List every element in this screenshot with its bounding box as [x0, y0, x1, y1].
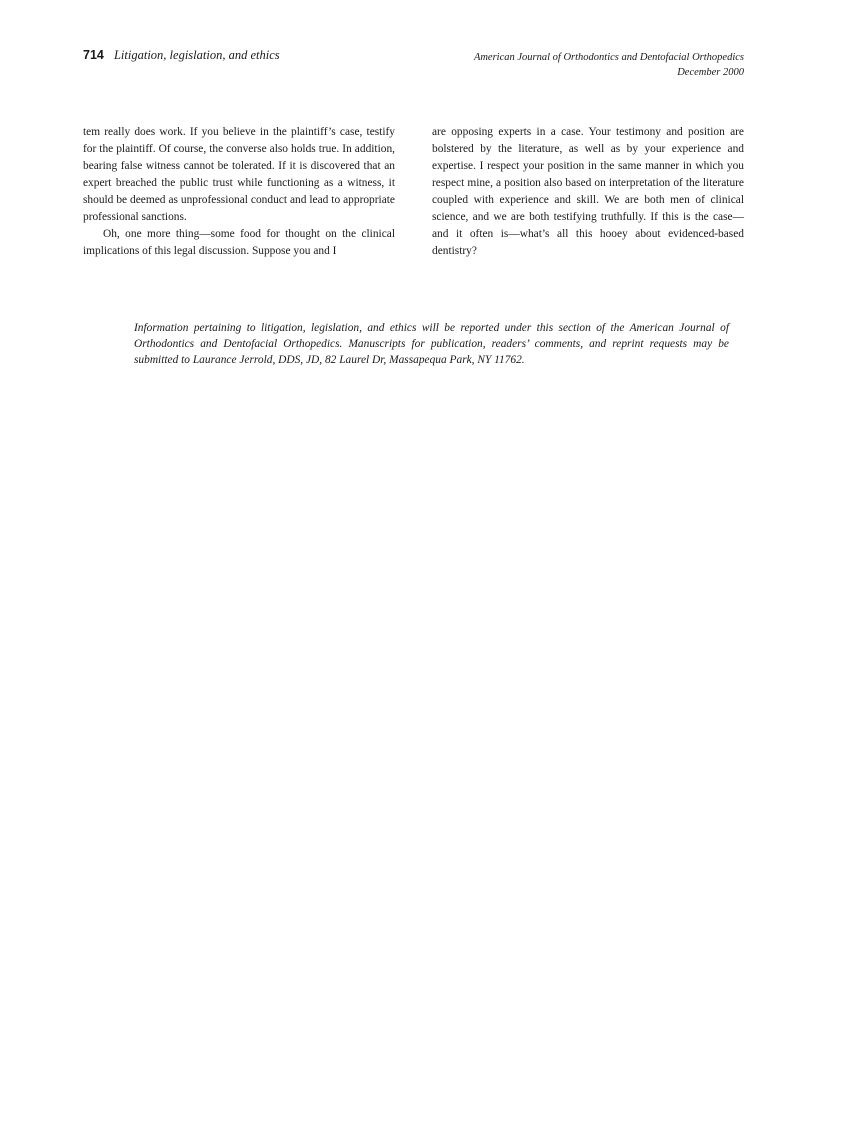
- right-column: [432, 124, 744, 260]
- section-footnote: Information pertaining to litigation, legislation, and ethics will be reported under this section of the American Journal of Orthodontics and Dentofacial Orthopedics. Manuscripts for publication, readers’ comments, and reprint requests may be submitted to Laurance Jerrold, DDS, JD, 82 Laurel Dr, Massapequa Park, NY 11762.: [134, 322, 729, 366]
- page-number: 714: [83, 48, 104, 62]
- left-paragraph-1: tem really does work. If you believe in the plaintiff’s case, testify for the plaintiff. Of course, the converse also holds true. In addition, bearing false witness cannot be tolerated. If it is discovered that an expert breached the public trust while functioning as a witness, it should be deemed as unprofessional conduct and lead to appropriate professional sanctions.: [83, 126, 395, 223]
- issue-date: December 2000: [677, 67, 744, 78]
- section-title: Litigation, legislation, and ethics: [113, 48, 280, 62]
- left-paragraph-2: Oh, one more thing—some food for thought on the clinical implications of this legal discussion. Suppose you and I: [83, 228, 395, 257]
- running-head-left: [83, 48, 280, 63]
- right-paragraph-1: are opposing experts in a case. Your testimony and position are bolstered by the literature, as well as by your experience and expertise. I respect your position in the same manner in which you respect mine, a position also based on interpretation of the literature coupled with experience and skill. We are both men of clinical science, and we are both testifying truthfully. If this is the case—and it often is—what’s all this hooey about evidenced-based dentistry?: [432, 126, 744, 257]
- left-column: [83, 124, 395, 260]
- journal-name: American Journal of Orthodontics and Dentofacial Orthopedics: [473, 52, 744, 63]
- running-head-right: [384, 50, 744, 80]
